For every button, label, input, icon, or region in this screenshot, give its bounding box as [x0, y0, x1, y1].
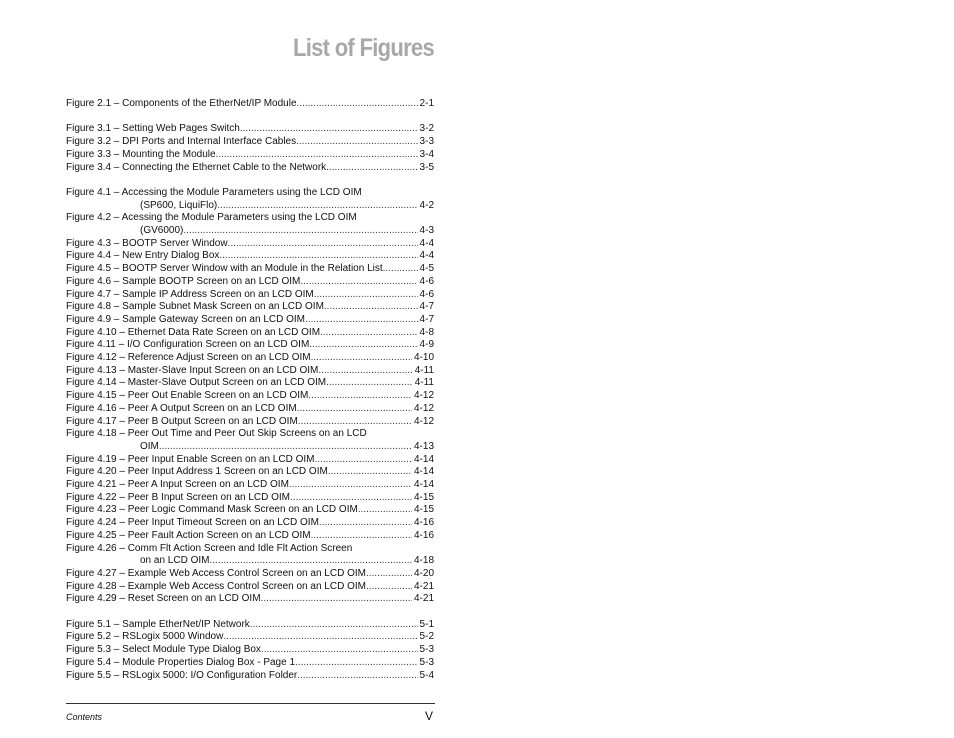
figure-title-continued: (SP600, LiquiFlo) — [140, 199, 218, 211]
figure-page-number: 3-5 — [419, 161, 434, 173]
dot-leader — [159, 441, 412, 454]
figure-page-number: 4-4 — [419, 237, 434, 249]
figure-title: Figure 4.28 – Example Web Access Control Screen on an LCD OIM — [66, 580, 366, 592]
figure-page-number: 4-14 — [413, 466, 434, 478]
figure-entry[interactable] — [66, 581, 434, 594]
figure-title: Figure 4.6 – Sample BOOTP Screen on an LCD OIM — [66, 275, 301, 287]
dot-leader — [298, 416, 412, 429]
dot-leader — [319, 517, 412, 530]
figure-title: Figure 4.14 – Master-Slave Output Screen on an LCD OIM — [66, 377, 327, 389]
figure-entry[interactable] — [66, 263, 434, 276]
dot-leader — [250, 619, 418, 632]
figure-entry[interactable] — [66, 517, 434, 530]
figure-page-number: 5-3 — [419, 656, 434, 668]
figure-title: Figure 4.3 – BOOTP Server Window — [66, 237, 228, 249]
figure-page-number: 4-11 — [414, 377, 434, 389]
dot-leader — [297, 98, 418, 111]
figure-page-number: 4-15 — [413, 504, 434, 516]
dot-leader — [261, 593, 412, 606]
figure-title: Figure 5.5 – RSLogix 5000: I/O Configuration Folder — [66, 669, 298, 681]
page-title: List of Figures — [292, 34, 434, 62]
figure-entry[interactable] — [66, 301, 434, 314]
figure-entry[interactable] — [66, 276, 434, 289]
figure-title: Figure 4.1 – Accessing the Module Parameters using the LCD OIM — [66, 186, 362, 198]
figure-page-number: 4-16 — [413, 529, 434, 541]
figure-entry[interactable] — [66, 504, 434, 517]
figure-page-number: 3-3 — [419, 136, 434, 148]
figure-title: Figure 4.11 – I/O Configuration Screen on an LCD OIM — [66, 339, 310, 351]
dot-leader — [366, 581, 412, 594]
figure-page-number: 4-10 — [413, 352, 434, 364]
figure-title: Figure 4.8 – Sample Subnet Mask Screen on an LCD OIM — [66, 301, 324, 313]
figure-entry[interactable] — [66, 314, 434, 327]
group-spacer — [66, 606, 434, 619]
figure-entry[interactable] — [66, 543, 434, 568]
figure-entry[interactable] — [66, 568, 434, 581]
figure-title: Figure 4.10 – Ethernet Data Rate Screen on an LCD OIM — [66, 326, 321, 338]
figure-title: Figure 4.7 – Sample IP Address Screen on an LCD OIM — [66, 288, 314, 300]
figure-title: Figure 4.17 – Peer B Output Screen on an LCD OIM — [66, 415, 298, 427]
figure-title: Figure 4.29 – Reset Screen on an LCD OIM — [66, 593, 261, 605]
figure-title: Figure 2.1 – Components of the EtherNet/IP Module — [66, 98, 297, 109]
figure-page-number: 4-20 — [413, 567, 434, 579]
figure-title: Figure 4.9 – Sample Gateway Screen on an LCD OIM — [66, 313, 306, 325]
dot-leader — [228, 238, 418, 251]
figure-page-number: 5-1 — [419, 618, 434, 630]
dot-leader — [300, 276, 417, 289]
figure-title: Figure 5.2 – RSLogix 5000 Window — [66, 631, 224, 643]
figure-title: Figure 4.25 – Peer Fault Action Screen on an LCD OIM — [66, 529, 311, 541]
figure-page-number: 4-8 — [419, 326, 434, 338]
figure-entry[interactable] — [66, 162, 434, 175]
dot-leader — [311, 352, 412, 365]
figure-entry[interactable] — [66, 631, 434, 644]
figure-title: Figure 4.2 – Acessing the Module Parameters using the LCD OIM — [66, 212, 357, 224]
figure-page-number: 4-18 — [413, 555, 434, 567]
dot-leader — [216, 149, 418, 162]
dot-leader — [219, 250, 417, 263]
figure-page-number: 4-21 — [413, 580, 434, 592]
dot-leader — [305, 314, 418, 327]
footer-divider — [66, 703, 435, 704]
figure-page-number: 4-16 — [413, 517, 434, 529]
dot-leader — [311, 530, 412, 543]
figure-entry[interactable] — [66, 593, 434, 606]
footer-section-label: Contents — [66, 712, 103, 722]
figure-page-number: 4-14 — [413, 479, 434, 491]
figure-title: Figure 4.15 – Peer Out Enable Screen on an LCD OIM — [66, 390, 309, 402]
figure-entry[interactable] — [66, 657, 434, 670]
figure-page-number: 5-2 — [419, 631, 434, 643]
dot-leader — [314, 454, 412, 467]
figure-title: Figure 5.3 – Select Module Type Dialog Box — [66, 644, 261, 656]
figure-title: Figure 5.1 – Sample EtherNet/IP Network — [66, 618, 250, 630]
figure-entry[interactable] — [66, 238, 434, 251]
figure-title: Figure 4.12 – Reference Adjust Screen on an LCD OIM — [66, 352, 311, 364]
figure-entry[interactable] — [66, 492, 434, 505]
dot-leader — [261, 644, 418, 657]
figure-page-number: 4-7 — [419, 313, 434, 325]
figure-entry[interactable] — [66, 123, 434, 136]
figure-entry[interactable] — [66, 149, 434, 162]
dot-leader — [296, 136, 417, 149]
figure-title: Figure 4.24 – Peer Input Timeout Screen on an LCD OIM — [66, 517, 319, 529]
dot-leader — [309, 339, 417, 352]
figure-page-number: 4-21 — [413, 593, 434, 605]
figure-page-number: 5-3 — [419, 644, 434, 656]
figure-entry[interactable] — [66, 428, 434, 453]
dot-leader — [320, 327, 418, 340]
figure-entry[interactable] — [66, 339, 434, 352]
figure-page-number: 4-9 — [419, 339, 434, 351]
figure-page-number: 4-13 — [413, 440, 434, 452]
figure-entry[interactable] — [66, 670, 434, 683]
figure-entry[interactable] — [66, 327, 434, 340]
dot-leader — [209, 555, 412, 568]
figure-page-number: 3-4 — [419, 148, 434, 160]
dot-leader — [326, 377, 413, 390]
group-spacer — [66, 111, 434, 124]
dot-leader — [223, 631, 417, 644]
dot-leader — [328, 466, 412, 479]
figure-page-number: 4-6 — [419, 275, 434, 287]
dot-leader — [290, 492, 412, 505]
figure-entry[interactable] — [66, 403, 434, 416]
figure-title: Figure 4.23 – Peer Logic Command Mask Screen on an LCD OIM — [66, 504, 358, 516]
figure-page-number: 4-14 — [413, 453, 434, 465]
figure-title: Figure 4.26 – Comm Flt Action Screen and Idle Flt Action Screen — [66, 542, 353, 554]
figure-entry[interactable] — [66, 416, 434, 429]
figure-page-number: 4-5 — [419, 263, 434, 275]
figure-page-number: 4-15 — [413, 491, 434, 503]
figure-title: Figure 3.2 – DPI Ports and Internal Interface Cables — [66, 136, 297, 148]
figure-entry[interactable] — [66, 466, 434, 479]
group-spacer — [66, 174, 434, 187]
figure-entry[interactable] — [66, 479, 434, 492]
figure-title: Figure 4.22 – Peer B Input Screen on an LCD OIM — [66, 491, 291, 503]
figure-title-continued: on an LCD OIM — [140, 555, 210, 567]
figure-title: Figure 4.4 – New Entry Dialog Box — [66, 250, 220, 262]
figure-page-number: 4-4 — [419, 250, 434, 262]
figure-page-number: 4-11 — [414, 364, 434, 376]
figure-entry[interactable] — [66, 289, 434, 302]
figure-title: Figure 5.4 – Module Properties Dialog Box - Page 1 — [66, 656, 296, 668]
dot-leader — [308, 390, 412, 403]
dot-leader — [366, 568, 412, 581]
dot-leader — [217, 200, 417, 213]
dot-leader — [358, 504, 412, 517]
dot-leader — [297, 403, 412, 416]
footer-page-number: V — [425, 709, 434, 723]
figure-title: Figure 4.16 – Peer A Output Screen on an LCD OIM — [66, 402, 297, 414]
figure-page-number: 4-2 — [419, 199, 434, 211]
figure-entry[interactable] — [66, 644, 434, 657]
dot-leader — [383, 263, 418, 276]
figure-entry[interactable] — [66, 377, 434, 390]
dot-leader — [318, 365, 412, 378]
figure-entry[interactable] — [66, 136, 434, 149]
dot-leader — [324, 301, 418, 314]
figure-page-number: 3-2 — [419, 123, 434, 135]
dot-leader — [314, 289, 418, 302]
figure-title: Figure 3.1 – Setting Web Pages Switch — [66, 123, 240, 135]
figure-title: Figure 4.5 – BOOTP Server Window with an Module in the Relation List — [66, 263, 383, 275]
figure-title-continued: OIM — [140, 440, 159, 452]
figure-title: Figure 3.4 – Connecting the Ethernet Cable to the Network — [66, 161, 327, 173]
figure-title: Figure 4.13 – Master-Slave Input Screen on an LCD OIM — [66, 364, 319, 376]
figure-title: Figure 4.21 – Peer A Input Screen on an LCD OIM — [66, 479, 289, 491]
figure-title: Figure 4.19 – Peer Input Enable Screen on an LCD OIM — [66, 453, 315, 465]
figure-page-number: 4-3 — [419, 225, 434, 236]
figure-page-number: 4-6 — [419, 288, 434, 300]
figure-entry[interactable] — [66, 365, 434, 378]
dot-leader — [326, 162, 417, 175]
figure-title: Figure 4.20 – Peer Input Address 1 Screen on an LCD OIM — [66, 466, 328, 478]
figure-title: Figure 4.18 – Peer Out Time and Peer Out Skip Screens on an LCD — [66, 428, 367, 440]
dot-leader — [183, 225, 417, 238]
figure-page-number: 4-12 — [413, 390, 434, 402]
figure-page-number: 2-1 — [419, 98, 434, 109]
figure-entry[interactable] — [66, 98, 434, 111]
figure-page-number: 5-4 — [419, 669, 434, 681]
dot-leader — [297, 670, 417, 683]
figure-title: Figure 4.27 – Example Web Access Control Screen on an LCD OIM — [66, 567, 366, 579]
figure-entry[interactable] — [66, 530, 434, 543]
figure-entry[interactable] — [66, 390, 434, 403]
dot-leader — [289, 479, 412, 492]
figure-title-continued: (GV6000) — [140, 225, 184, 236]
dot-leader — [240, 123, 418, 136]
figure-entry[interactable] — [66, 352, 434, 365]
figure-page-number: 4-12 — [413, 402, 434, 414]
figure-entry[interactable] — [66, 619, 434, 632]
dot-leader — [295, 657, 418, 670]
figure-entry[interactable] — [66, 454, 434, 467]
figure-entry[interactable] — [66, 187, 434, 212]
figure-page-number: 4-7 — [419, 301, 434, 313]
figure-entry[interactable] — [66, 212, 434, 237]
figure-title: Figure 3.3 – Mounting the Module — [66, 148, 216, 160]
figure-entry[interactable] — [66, 250, 434, 263]
list-of-figures — [66, 98, 434, 682]
figure-page-number: 4-12 — [413, 415, 434, 427]
